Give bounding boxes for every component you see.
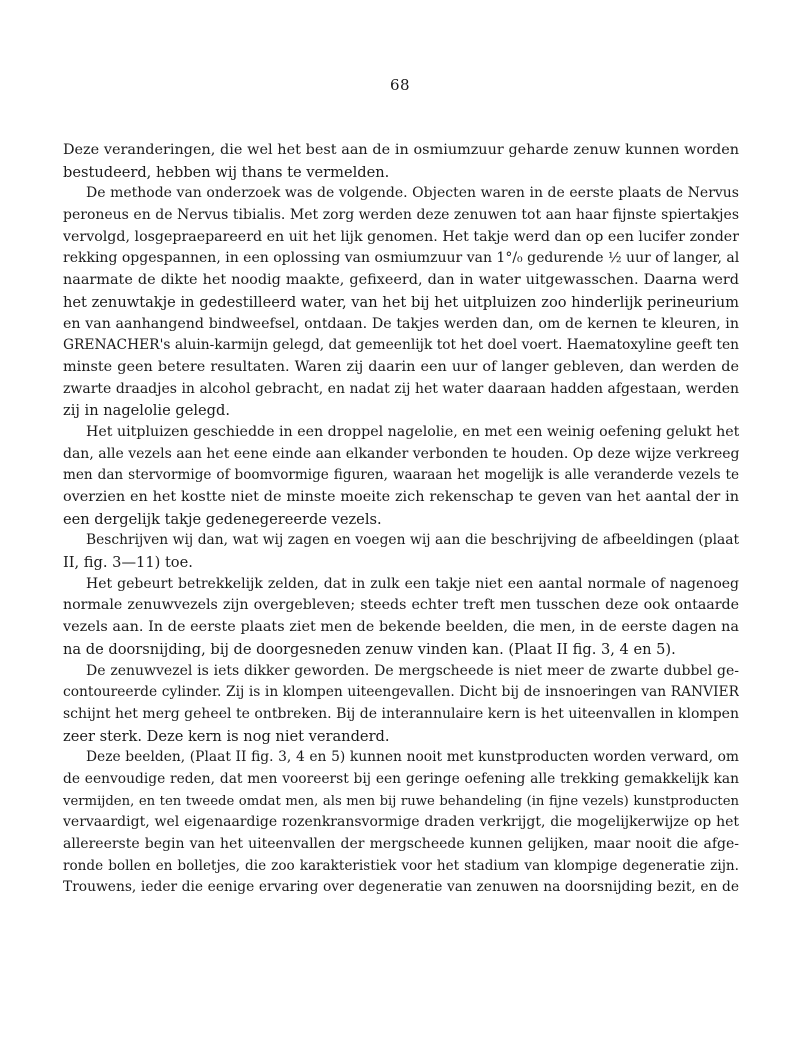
text-line: overzien en het kostte niet de minste moeite zich rekenschap te geven van het aantal der in — [63, 489, 739, 505]
text-line: rekking opgespannen, in een oplossing van osmiumzuur van 1°/₀ gedurende ½ uur of langer, al — [63, 250, 739, 267]
text-line: vervaardigt, wel eigenaardige rozenkransvormige draden verkrijgt, die mogelijkerwijze op het — [63, 814, 739, 831]
text-line: en van aanhangend bindweefsel, ontdaan. De takjes werden dan, om de kernen te kleuren, in — [63, 315, 739, 332]
text-line: normale zenuwvezels zijn overgebleven; steeds echter treft men tusschen deze ook ontaarde — [63, 597, 739, 614]
text-line: vervolgd, losgepraepareerd en uit het lijk genomen. Het takje werd dan op een lucifer zonder — [63, 228, 739, 245]
text-line: Beschrijven wij dan, wat wij zagen en voegen wij aan die beschrijving de afbeeldingen (plaat — [86, 532, 739, 549]
text-line: contoureerde cylinder. Zij is in klompen uiteengevallen. Dicht bij de insnoeringen van RANVIER — [63, 684, 739, 701]
text-line: men dan stervormige of boomvormige figuren, waaraan het mogelijk is alle veranderde vezels te — [63, 467, 739, 484]
text-line: zeer sterk. Deze kern is nog niet veranderd. — [63, 727, 390, 745]
text-line: peroneus en de Nervus tibialis. Met zorg werden deze zenuwen tot aan haar fijnste spiertakjes — [63, 207, 739, 224]
body-text — [63, 140, 739, 899]
text-line: naarmate de dikte het noodig maakte, gefixeerd, dan in water uitgewasschen. Daarna werd — [63, 272, 739, 289]
text-line: vermijden, en ten tweede omdat men, als men bij ruwe behandeling (in fijne vezels) kunstproducten — [63, 793, 739, 809]
text-line: Het uitpluizen geschiedde in een droppel nagelolie, en met een weinig oefening gelukt het — [86, 423, 739, 440]
text-line: zwarte draadjes in alcohol gebracht, en nadat zij het water daaraan hadden afgestaan, werden — [63, 380, 739, 397]
text-line: Het gebeurt betrekkelijk zelden, dat in zulk een takje niet een aantal normale of nagenoeg — [86, 575, 739, 592]
text-line: vezels aan. In de eerste plaats ziet men de bekende beelden, die men, in de eerste dagen na — [63, 619, 739, 636]
text-line: schijnt het merg geheel te ontbreken. Bij de interannulaire kern is het uiteenvallen in klompen — [63, 705, 739, 722]
text-line: Deze beelden, (Plaat II fig. 3, 4 en 5) kunnen nooit met kunstproducten worden verward, om — [86, 749, 739, 766]
text-line: allereerste begin van het uiteenvallen der mergscheede kunnen gelijken, maar nooit die afge- — [63, 836, 739, 852]
text-line: zij in nagelolie gelegd. — [63, 402, 230, 420]
text-line: Trouwens, ieder die eenige ervaring over degeneratie van zenuwen na doorsnijding bezit, en de — [63, 879, 739, 896]
text-line: minste geen betere resultaten. Waren zij daarin een uur of langer gebleven, dan werden de — [63, 358, 739, 375]
text-line: het zenuwtakje in gedestilleerd water, van het bij het uitpluizen zoo hinderlijk perineurium — [63, 293, 739, 311]
text-line: na de doorsnijding, bij de doorgesneden zenuw vinden kan. (Plaat II fig. 3, 4 en 5). — [63, 640, 676, 658]
text-line: bestudeerd, hebben wij thans te vermelden. — [63, 163, 390, 181]
text-line: ronde bollen en bolletjes, die zoo karakteristiek voor het stadium van klompige degeneratie zijn. — [63, 857, 739, 874]
text-line: De zenuwvezel is iets dikker geworden. De mergscheede is niet meer de zwarte dubbel ge- — [86, 662, 739, 679]
text-line: GRENACHER's aluin-karmijn gelegd, dat gemeenlijk tot het doel voert. Haematoxyline geeft ten — [63, 337, 739, 354]
text-line: de eenvoudige reden, dat men vooreerst bij een geringe oefening alle trekking gemakkelijk kan — [63, 770, 739, 787]
text-line: dan, alle vezels aan het eene einde aan elkander verbonden te houden. Op deze wijze verkreeg — [63, 445, 739, 462]
text-line: De methode van onderzoek was de volgende. Objecten waren in de eerste plaats de Nervus — [86, 185, 739, 202]
page-number: 68 — [389, 76, 411, 94]
text-line: Deze veranderingen, die wel het best aan de in osmiumzuur geharde zenuw kunnen worden — [63, 142, 739, 158]
text-line: II, fig. 3—11) toe. — [63, 554, 193, 572]
text-line: een dergelijk takje gedenegereerde vezels. — [63, 510, 382, 528]
